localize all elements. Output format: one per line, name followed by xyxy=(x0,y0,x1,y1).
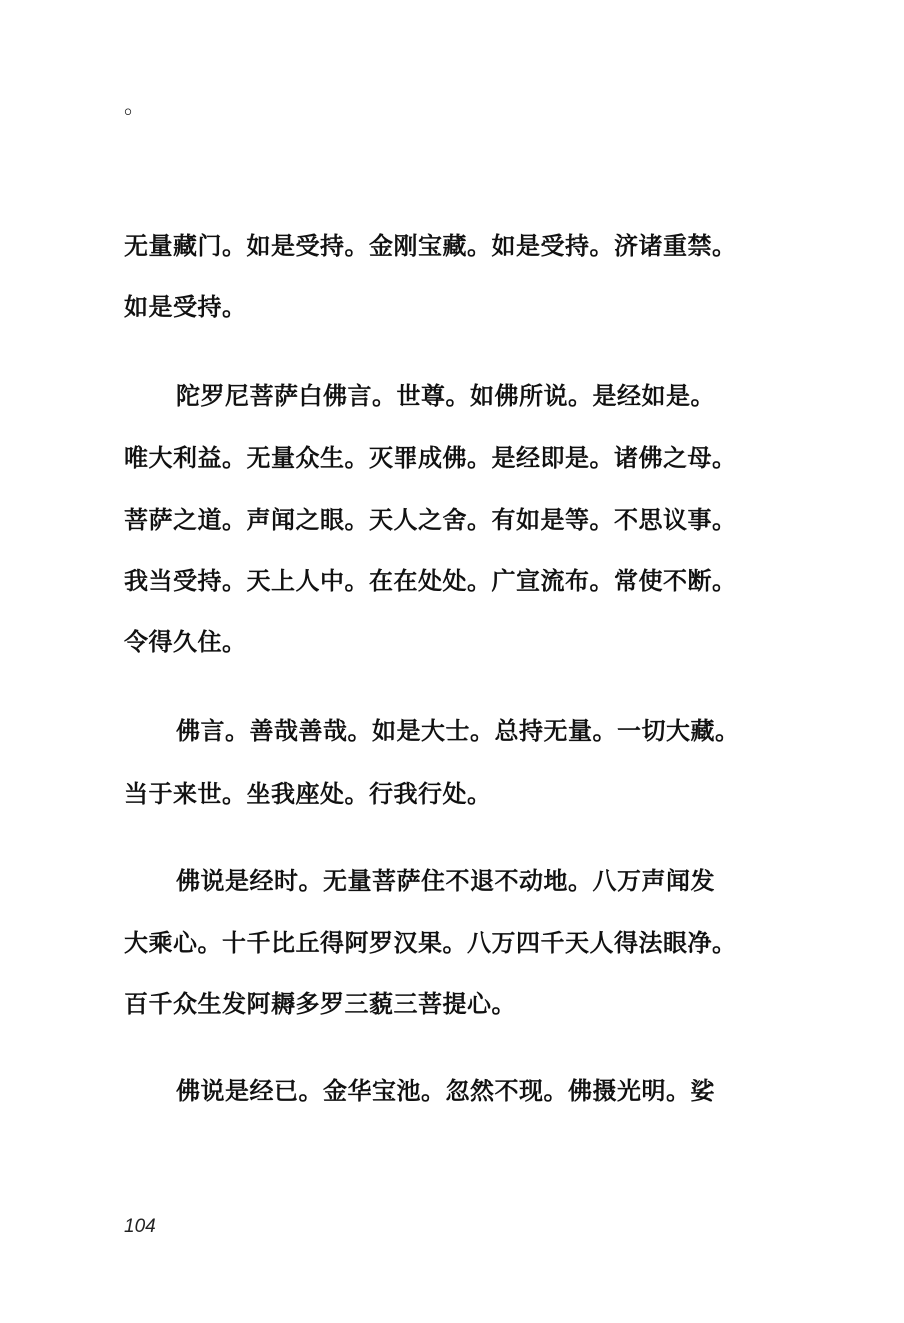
top-punctuation-mark: 。 xyxy=(124,94,147,119)
text-line: 佛说是经时。无量菩萨住不退不动地。八万声闻发 xyxy=(176,866,715,895)
text-line: 陀罗尼菩萨白佛言。世尊。如佛所说。是经如是。 xyxy=(176,381,715,410)
text-line: 无量藏门。如是受持。金刚宝藏。如是受持。济诸重禁。 xyxy=(124,231,737,260)
text-line: 菩萨之道。声闻之眼。天人之舍。有如是等。不思议事。 xyxy=(124,505,737,534)
text-line: 佛说是经已。金华宝池。忽然不现。佛摄光明。娑 xyxy=(176,1076,715,1105)
text-line: 令得久住。 xyxy=(124,627,247,656)
text-line: 我当受持。天上人中。在在处处。广宣流布。常使不断。 xyxy=(124,566,737,595)
text-line: 百千众生发阿耨多罗三藐三菩提心。 xyxy=(124,989,516,1018)
text-line: 当于来世。坐我座处。行我行处。 xyxy=(124,779,492,808)
text-line: 唯大利益。无量众生。灭罪成佛。是经即是。诸佛之母。 xyxy=(124,443,737,472)
text-line: 佛言。善哉善哉。如是大士。总持无量。一切大藏。 xyxy=(176,716,740,745)
text-line: 如是受持。 xyxy=(124,292,247,321)
page-number: 104 xyxy=(124,1216,156,1237)
text-line: 大乘心。十千比丘得阿罗汉果。八万四千天人得法眼净。 xyxy=(124,928,737,957)
